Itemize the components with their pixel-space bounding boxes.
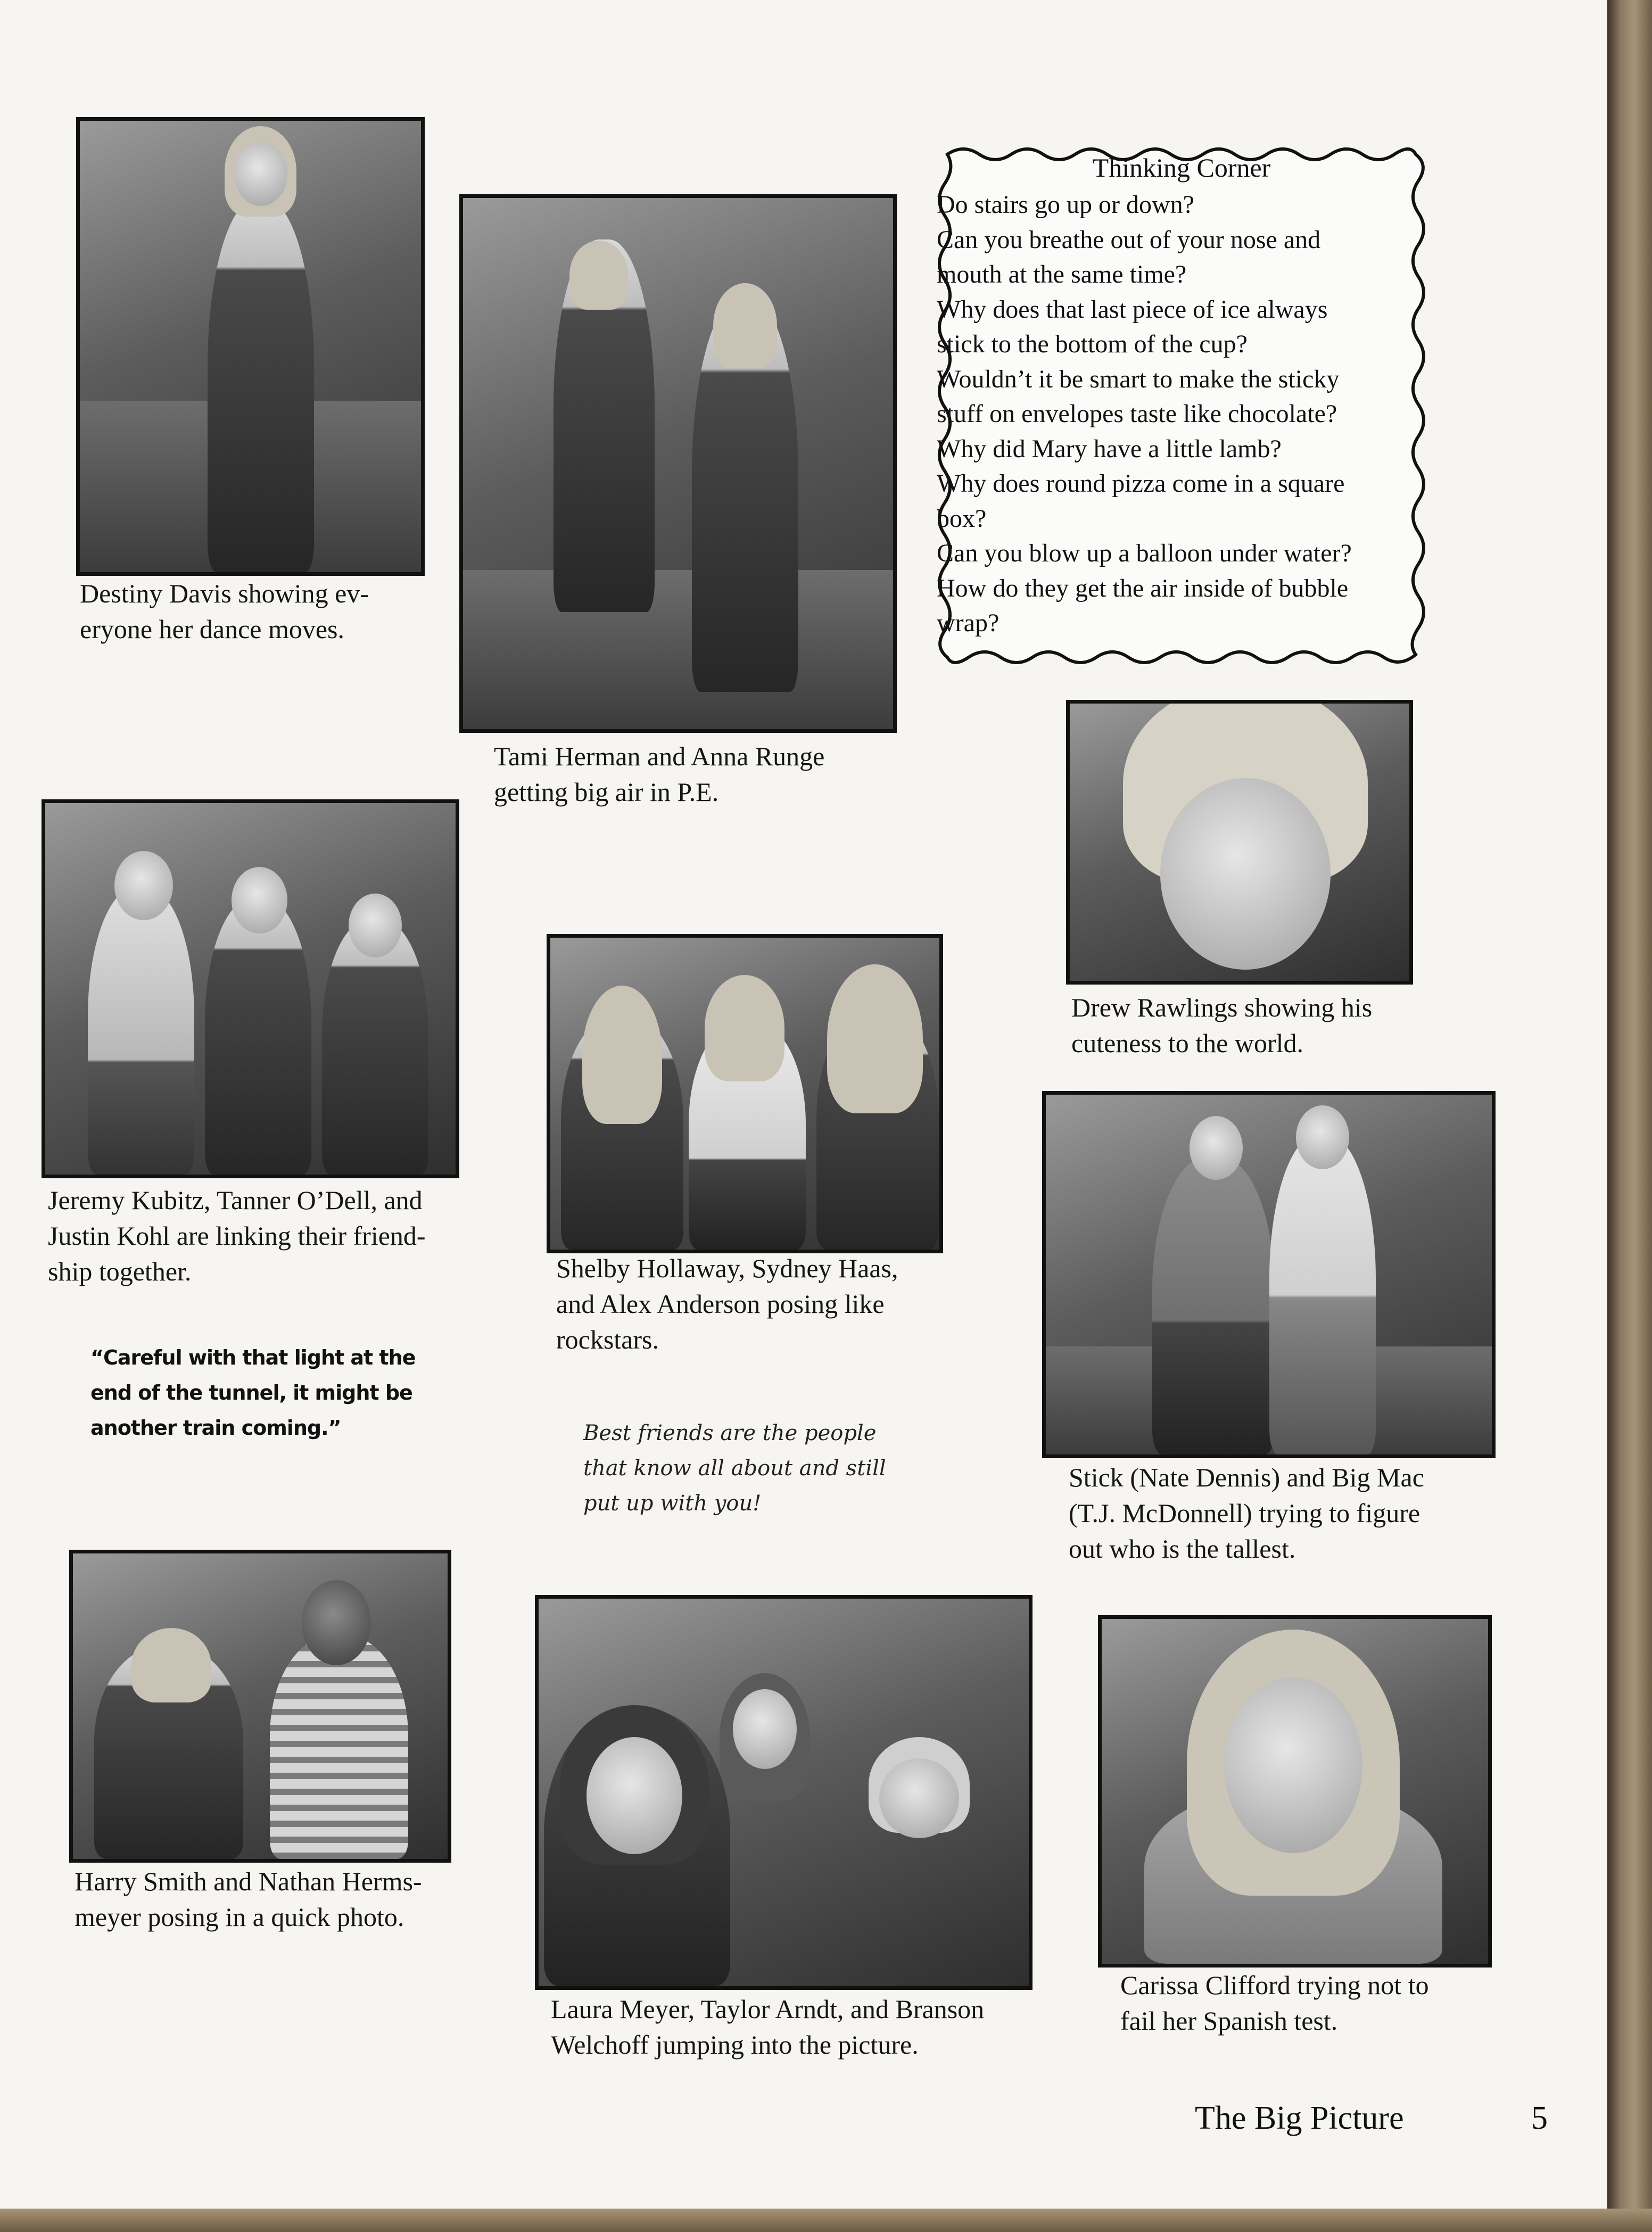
book-spine-edge [1607,0,1652,2232]
book-bottom-edge [0,2209,1652,2232]
photo-tami-anna [459,194,897,733]
photo-carissa-clifford [1098,1615,1492,1968]
photo-harry-nathan [69,1550,451,1863]
caption-tami-anna: Tami Herman and Anna Runge getting big air in P.E. [494,741,825,807]
thinking-corner-text: Do stairs go up or down? Can you breathe out of your nose and mouth at the same time? Why does that last piece of ice always stick to the bottom of the cup? Wouldn’t it be smart to make the sticky stuff on envelopes taste like chocolate? Why did Mary have a little lamb? Why does round pizza come in a square box? Can you blow up a balloon under water? How do they get the air inside of bubble wrap? [937,191,1352,637]
photo-jeremy-tanner-justin [42,799,459,1178]
footer-title: The Big Picture [1195,2100,1404,2136]
caption-shelby-sydney-alex: Shelby Hollaway, Sydney Haas, and Alex Anderson posing like rockstars. [556,1253,898,1354]
caption-harry-nathan: Harry Smith and Nathan Herms- meyer posing in a quick photo. [75,1866,422,1932]
caption-laura-taylor-branson: Laura Meyer, Taylor Arndt, and Branson Welchoff jumping into the picture. [551,1994,985,2060]
photo-drew-rawlings [1066,700,1413,985]
photo-destiny-davis [76,117,425,576]
photo-stick-bigmac [1042,1091,1496,1458]
caption-stick-bigmac: Stick (Nate Dennis) and Big Mac (T.J. McDonnell) trying to figure out who is the tallest. [1069,1462,1424,1564]
thinking-corner-title: Thinking Corner [1092,153,1271,183]
caption-carissa-clifford: Carissa Clifford trying not to fail her Spanish test. [1120,1970,1429,2036]
caption-destiny-davis: Destiny Davis showing ev- eryone her dance moves. [80,578,369,644]
thinking-corner-box [926,144,1437,671]
page-number: 5 [1531,2100,1548,2136]
photo-shelby-sydney-alex [547,934,943,1253]
caption-jeremy-tanner-justin: Jeremy Kubitz, Tanner O’Dell, and Justin Kohl are linking their friend- ship together. [48,1185,426,1286]
quote-best-friends: Best friends are the people that know all about and still put up with you! [583,1421,886,1516]
photo-laura-taylor-branson [535,1595,1032,1990]
quote-light-tunnel: “Careful with that light at the end of the tunnel, it might be another train coming.” [90,1346,416,1440]
caption-drew-rawlings: Drew Rawlings showing his cuteness to the world. [1071,993,1373,1058]
